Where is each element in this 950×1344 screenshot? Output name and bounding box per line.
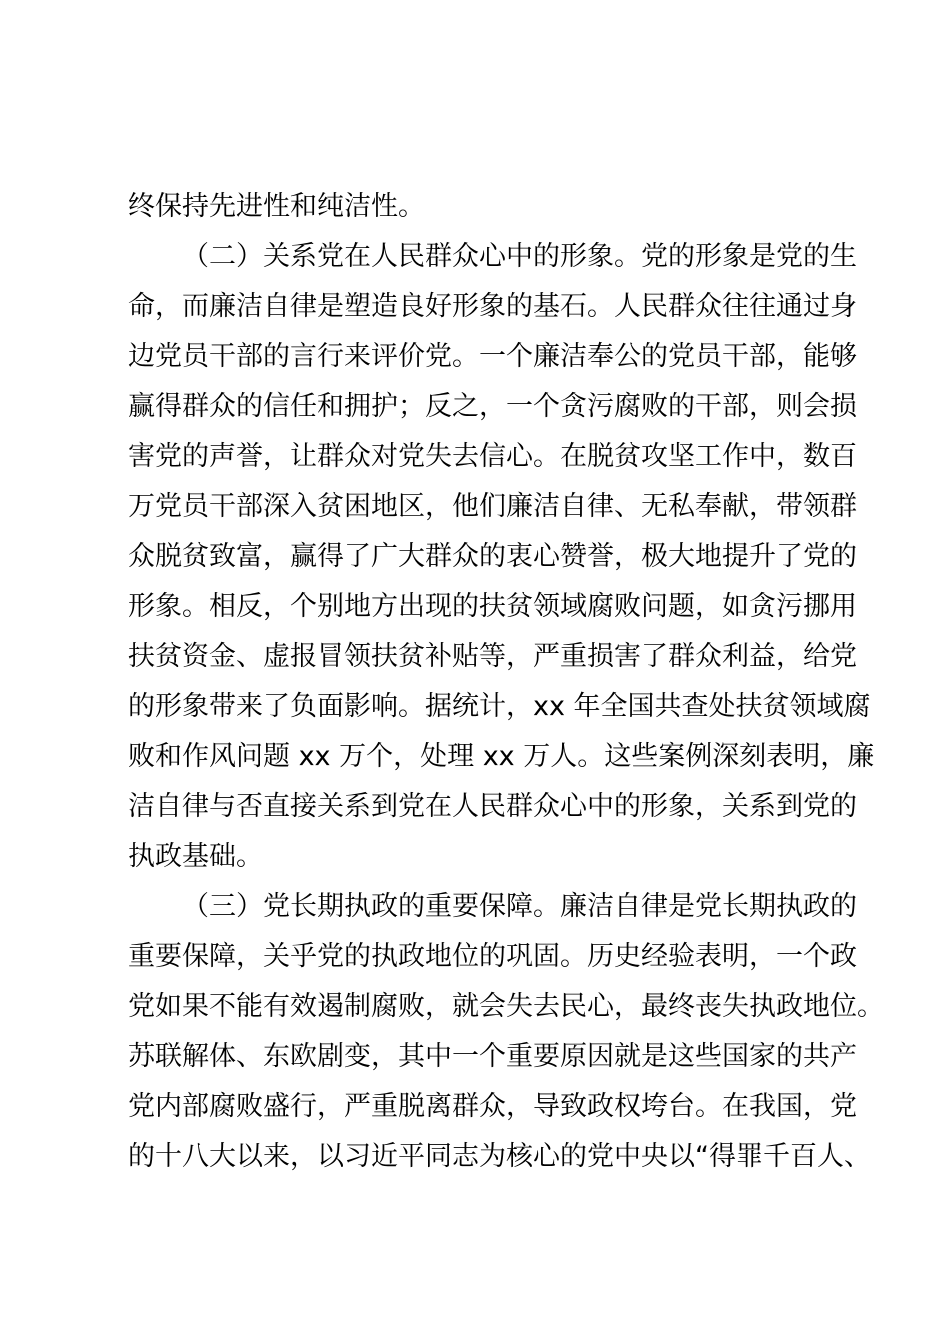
text-line: 形象。相反，个别地方出现的扶贫领域腐败问题，如贪污挪用 bbox=[128, 591, 857, 622]
text-line: 万党员干部深入贫困地区，他们廉洁自律、无私奉献，带领群 bbox=[128, 491, 857, 522]
text-line: 党内部腐败盛行，严重脱离群众，导致政权垮台。在我国，党 bbox=[128, 1091, 857, 1122]
text-line: 洁自律与否直接关系到党在人民群众心中的形象，关系到党的 bbox=[128, 791, 857, 822]
text-line: 边党员干部的言行来评价党。一个廉洁奉公的党员干部，能够 bbox=[128, 341, 857, 372]
text-line: 执政基础。 bbox=[128, 841, 263, 872]
text-line: 害党的声誉，让群众对党失去信心。在脱贫攻坚工作中，数百 bbox=[128, 441, 857, 472]
text-line: 命，而廉洁自律是塑造良好形象的基石。人民群众往往通过身 bbox=[128, 291, 857, 322]
text-line: 扶贫资金、虚报冒领扶贫补贴等，严重损害了群众利益，给党 bbox=[128, 641, 857, 672]
text-line: 的形象带来了负面影响。据统计，xx 年全国共查处扶贫领域腐 bbox=[128, 691, 871, 722]
text-line: 党如果不能有效遏制腐败，就会失去民心，最终丧失执政地位。 bbox=[128, 991, 884, 1022]
text-line: 苏联解体、东欧剧变，其中一个重要原因就是这些国家的共产 bbox=[128, 1041, 857, 1072]
paragraph-first-line: （二）关系党在人民群众心中的形象。党的形象是党的生 bbox=[182, 241, 857, 272]
text-line: 的十八大以来，以习近平同志为核心的党中央以“得罪千百人、 bbox=[128, 1141, 871, 1172]
text-line: 败和作风问题 xx 万个，处理 xx 万人。这些案例深刻表明，廉 bbox=[128, 741, 875, 772]
text-line: 重要保障，关乎党的执政地位的巩固。历史经验表明，一个政 bbox=[128, 941, 857, 972]
text-line: 众脱贫致富，赢得了广大群众的衷心赞誉，极大地提升了党的 bbox=[128, 541, 857, 572]
text-line: 终保持先进性和纯洁性。 bbox=[128, 191, 425, 222]
document-body bbox=[128, 182, 884, 1182]
text-line: 赢得群众的信任和拥护；反之，一个贪污腐败的干部，则会损 bbox=[128, 391, 857, 422]
paragraph-first-line: （三）党长期执政的重要保障。廉洁自律是党长期执政的 bbox=[182, 891, 857, 922]
